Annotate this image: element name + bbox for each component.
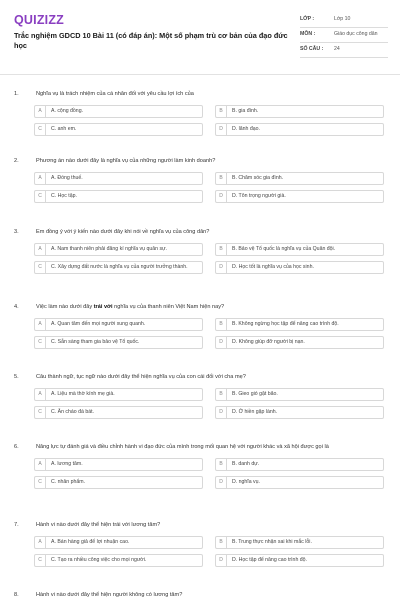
- info-row-class: [300, 13, 388, 28]
- option-text: B. Không ngừng học tập để nâng cao trình độ.: [232, 321, 339, 327]
- option-d[interactable]: [215, 336, 384, 349]
- option-text: B. gia đình.: [232, 108, 259, 114]
- question-text: [36, 303, 390, 311]
- option-b[interactable]: [215, 318, 384, 331]
- option-letter: A: [35, 173, 46, 184]
- option-b[interactable]: [215, 172, 384, 185]
- option-text: A. Đóng thuế.: [51, 175, 83, 181]
- option-letter: C: [35, 407, 46, 418]
- info-key: SỐ CÂU :: [300, 46, 324, 52]
- option-text: C. Học tập.: [51, 193, 77, 199]
- option-d[interactable]: [215, 190, 384, 203]
- option-b[interactable]: [215, 458, 384, 471]
- option-letter: D: [216, 477, 227, 488]
- option-letter: B: [216, 106, 227, 117]
- info-value: Giáo dục công dân: [334, 31, 378, 37]
- question-text: Hành vi nào dưới đây thể hiện người không có lương tâm?: [36, 592, 183, 598]
- info-value: 24: [334, 46, 340, 52]
- option-text: B. Gieo gió gặt bão.: [232, 391, 278, 397]
- option-letter: A: [35, 106, 46, 117]
- option-letter: B: [216, 319, 227, 330]
- question-1: [14, 90, 390, 136]
- option-text: A. lương tâm.: [51, 461, 83, 467]
- option-letter: D: [216, 191, 227, 202]
- option-a[interactable]: [34, 388, 203, 401]
- question-text: Câu thành ngữ, tục ngữ nào dưới đây thể hiện nghĩa vụ của con cái đối với cha mẹ?: [36, 374, 246, 380]
- option-text: A. Liệu mà thờ kính mẹ già.: [51, 391, 115, 397]
- option-letter: D: [216, 124, 227, 135]
- option-letter: D: [216, 262, 227, 273]
- option-text: D. lãnh đạo.: [232, 126, 260, 132]
- page-title: Trắc nghiệm GDCD 10 Bài 11 (có đáp án): Một số phạm trù cơ bản của đạo đức học: [14, 31, 288, 50]
- option-text: B. Trung thực nhận sai khi mắc lỗi.: [232, 539, 312, 545]
- option-c[interactable]: [34, 406, 203, 419]
- option-letter: B: [216, 173, 227, 184]
- option-letter: C: [35, 191, 46, 202]
- question-7: [14, 521, 390, 567]
- option-text: D. Ở hiền gặp lành.: [232, 409, 278, 415]
- option-text: B. Bảo vệ Tổ quốc là nghĩa vụ của Quân đội.: [232, 246, 336, 252]
- option-c[interactable]: [34, 476, 203, 489]
- question-number: 4.: [14, 304, 19, 310]
- option-d[interactable]: [215, 406, 384, 419]
- question-5: [14, 373, 390, 419]
- option-letter: A: [35, 459, 46, 470]
- option-text: C. Sẵn sàng tham gia bảo vệ Tổ quốc.: [51, 339, 140, 345]
- question-number: 2.: [14, 158, 19, 164]
- question-text: Em đồng ý với ý kiến nào dưới đây khi nói về nghĩa vụ của công dân?: [36, 229, 210, 235]
- option-text: D. Học tập để nâng cao trình độ.: [232, 557, 307, 563]
- option-a[interactable]: [34, 318, 203, 331]
- info-row-count: [300, 43, 388, 58]
- option-letter: A: [35, 244, 46, 255]
- option-a[interactable]: [34, 243, 203, 256]
- question-number: 5.: [14, 374, 19, 380]
- answer-options: [34, 105, 384, 136]
- option-letter: C: [35, 124, 46, 135]
- option-letter: C: [35, 555, 46, 566]
- answer-options: [34, 318, 384, 349]
- quizizz-logo[interactable]: QUIZIZZ: [14, 13, 65, 27]
- question-8: [14, 591, 390, 599]
- option-text: D. nghĩa vụ.: [232, 479, 260, 485]
- option-b[interactable]: [215, 388, 384, 401]
- option-c[interactable]: [34, 336, 203, 349]
- question-3: [14, 228, 390, 274]
- option-letter: B: [216, 389, 227, 400]
- option-text: B. Chăm sóc gia đình.: [232, 175, 284, 181]
- answer-options: [34, 243, 384, 274]
- info-value: Lớp 10: [334, 16, 351, 22]
- option-text: D. Học tốt là nghĩa vụ của học sinh.: [232, 264, 314, 270]
- answer-options: [34, 388, 384, 419]
- question-2: [14, 157, 390, 203]
- header-divider: [0, 74, 400, 75]
- option-text: C. Xây dựng đất nước là nghĩa vụ của người trưởng thành.: [51, 264, 188, 270]
- option-letter: C: [35, 262, 46, 273]
- option-letter: C: [35, 477, 46, 488]
- option-letter: B: [216, 459, 227, 470]
- option-d[interactable]: [215, 123, 384, 136]
- option-letter: D: [216, 555, 227, 566]
- question-text: Phương án nào dưới đây là nghĩa vụ của những người làm kinh doanh?: [36, 158, 216, 164]
- question-number: 3.: [14, 229, 19, 235]
- question-6: [14, 443, 390, 489]
- option-text: A. cộng đồng.: [51, 108, 84, 114]
- option-a[interactable]: [34, 172, 203, 185]
- option-letter: A: [35, 319, 46, 330]
- info-key: LỚP :: [300, 16, 315, 22]
- question-text: Hành vi nào dưới đây thể hiện trái với lương tâm?: [36, 522, 161, 528]
- option-text: D. Không giúp đỡ người bị nạn.: [232, 339, 305, 345]
- question-text-part: nghĩa vụ của thanh niên Việt Nam hiện nay?: [112, 304, 225, 310]
- quiz-info-panel: [300, 13, 388, 58]
- option-letter: A: [35, 389, 46, 400]
- option-b[interactable]: [215, 536, 384, 549]
- option-a[interactable]: [34, 458, 203, 471]
- option-a[interactable]: [34, 536, 203, 549]
- question-number: 1.: [14, 91, 19, 97]
- option-text: C. Ăn cháo đá bát.: [51, 409, 94, 415]
- option-text: C. anh em.: [51, 126, 77, 132]
- info-row-subject: [300, 28, 388, 43]
- question-number: 8.: [14, 592, 19, 598]
- question-emphasis: trái với: [93, 304, 113, 310]
- option-letter: A: [35, 537, 46, 548]
- option-c[interactable]: [34, 190, 203, 203]
- answer-options: [34, 172, 384, 203]
- option-letter: B: [216, 537, 227, 548]
- option-letter: B: [216, 244, 227, 255]
- option-b[interactable]: [215, 243, 384, 256]
- option-c[interactable]: [34, 261, 203, 274]
- option-a[interactable]: [34, 105, 203, 118]
- option-letter: D: [216, 407, 227, 418]
- option-b[interactable]: [215, 105, 384, 118]
- info-key: MÔN :: [300, 31, 316, 37]
- question-4: [14, 303, 390, 349]
- option-c[interactable]: [34, 123, 203, 136]
- question-number: 6.: [14, 444, 19, 450]
- option-d[interactable]: [215, 554, 384, 567]
- question-text-part: Việc làm nào dưới đây: [36, 304, 94, 310]
- question-text: Năng lực tự đánh giá và điều chỉnh hành vi đạo đức của mình trong mối quan hệ với người khác và xã hội được gọi là: [36, 444, 329, 450]
- option-letter: D: [216, 337, 227, 348]
- option-d[interactable]: [215, 261, 384, 274]
- question-text: Nghĩa vụ là trách nhiệm của cá nhân đối với yêu cầu lợi ích của: [36, 91, 194, 97]
- question-number: 7.: [14, 522, 19, 528]
- option-text: C. nhân phẩm.: [51, 479, 86, 485]
- answer-options: [34, 536, 384, 567]
- option-text: B. danh dự.: [232, 461, 260, 467]
- option-text: A. Nam thanh niên phải đăng kí nghĩa vụ quân sự.: [51, 246, 167, 252]
- option-text: A. Quan tâm đến mọi người xung quanh.: [51, 321, 146, 327]
- option-text: A. Bán hàng giả để lợi nhuận cao.: [51, 539, 130, 545]
- answer-options: [34, 458, 384, 489]
- option-c[interactable]: [34, 554, 203, 567]
- option-text: C. Tạo ra nhiều công việc cho mọi người.: [51, 557, 147, 563]
- option-d[interactable]: [215, 476, 384, 489]
- option-letter: C: [35, 337, 46, 348]
- option-text: D. Tôn trọng người già.: [232, 193, 286, 199]
